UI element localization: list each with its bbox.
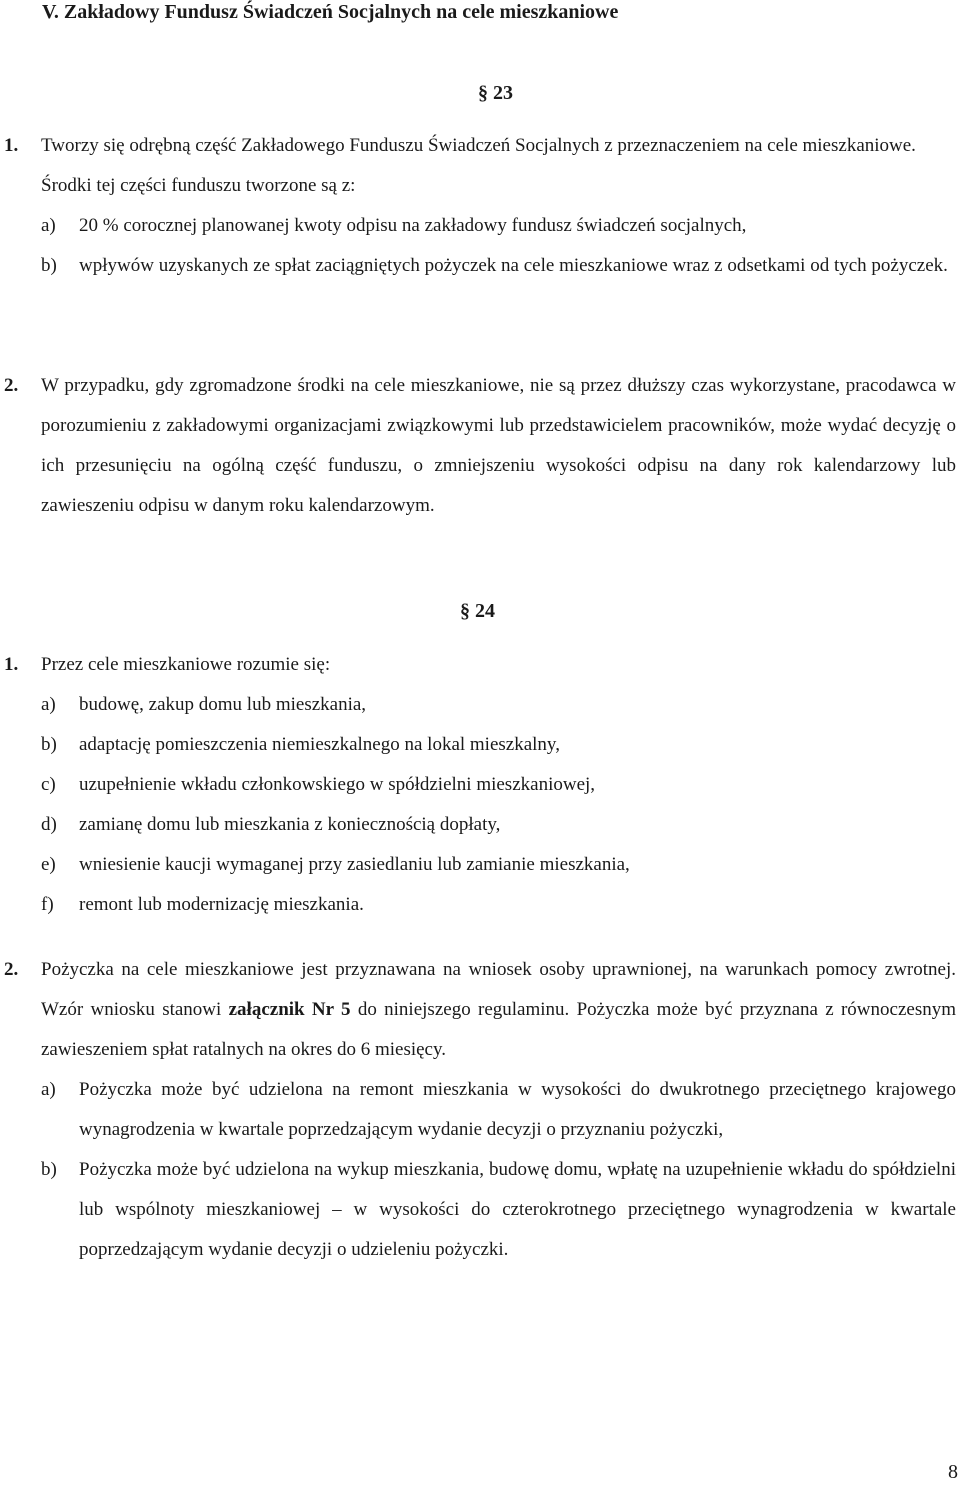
list-item bbox=[0, 805, 958, 845]
paragraph-text-part: Pożyczka na cele mieszkaniowe jest przyznawana na wniosek osoby uprawnionej, na warunkach pomocy zwrotnej. Wzór wniosku stanowi bbox=[41, 959, 956, 1020]
page-number: 8 bbox=[948, 1461, 958, 1483]
paragraph-number: 1. bbox=[4, 654, 19, 675]
list-item-text: uzupełnienie wkładu członkowskiego w spółdzielni mieszkaniowej, bbox=[79, 774, 596, 795]
paragraph-text-part: do niniejszego regulaminu. Pożyczka może być przyznana z równoczesnym zawieszeniem spłat ratalnych na okres do 6 miesięcy. bbox=[41, 999, 956, 1060]
list-item-text: remont lub modernizację mieszkania. bbox=[79, 894, 364, 915]
list-item-text: adaptację pomieszczenia niemieszkalnego na lokal mieszkalny, bbox=[79, 734, 560, 755]
paragraph-text: Przez cele mieszkaniowe rozumie się: bbox=[41, 654, 331, 675]
section-24-paragraph-2 bbox=[0, 950, 958, 1270]
paragraph-number: 2. bbox=[4, 375, 19, 396]
list-item-text: Pożyczka może być udzielona na remont mieszkania w wysokości do dwukrotnego przeciętnego krajowego wynagrodzenia w kwartale poprzedzającym wydanie decyzji o przyznaniu pożyczki, bbox=[79, 1079, 956, 1140]
list-item-label: b) bbox=[41, 734, 57, 755]
paragraph-text: W przypadku, gdy zgromadzone środki na cele mieszkaniowe, nie są przez dłuższy czas wykorzystane, pracodawca w porozumieniu z zakładowymi organizacjami związkowymi lub przedstawicielem pracowników, może wydać decyzję o ich przesunięciu na ogólną część funduszu, o zmniejszeniu wysokości odpisu na dany rok kalendarzowy lub zawieszeniu odpisu w danym roku kalendarzowym. bbox=[41, 375, 956, 516]
list-item bbox=[0, 685, 958, 725]
paragraph-number: 2. bbox=[4, 959, 19, 980]
list-item bbox=[0, 765, 958, 805]
sources-intro: Środki tej części funduszu tworzone są z: bbox=[41, 175, 356, 196]
list-item-text: Pożyczka może być udzielona na wykup mieszkania, budowę domu, wpłatę na uzupełnienie wkładu do spółdzielni lub wspólnoty mieszkaniowej – w wysokości do czterokrotnego przeciętnego wynagrodzenia w kwartale poprzedzającym wydanie decyzji o udzieleniu pożyczki. bbox=[79, 1159, 956, 1260]
section-23-paragraph-1 bbox=[0, 126, 958, 286]
list-item-label: a) bbox=[41, 1079, 56, 1100]
list-item-label: e) bbox=[41, 854, 56, 875]
list-item-text: wpływów uzyskanych ze spłat zaciągniętych pożyczek na cele mieszkaniowe wraz z odsetkami od tych pożyczek. bbox=[79, 255, 948, 276]
list-item bbox=[0, 845, 958, 885]
list-item bbox=[0, 1070, 958, 1150]
section-23-mark: § 23 bbox=[478, 82, 513, 104]
list-item-label: b) bbox=[41, 1159, 57, 1180]
list-item-label: f) bbox=[41, 894, 54, 915]
list-item-label: c) bbox=[41, 774, 56, 795]
list-item-text: budowę, zakup domu lub mieszkania, bbox=[79, 694, 367, 715]
list-item-text: 20 % corocznej planowanej kwoty odpisu na zakładowy fundusz świadczeń socjalnych, bbox=[79, 215, 747, 236]
list-item-label: a) bbox=[41, 215, 56, 236]
section-24-paragraph-1 bbox=[0, 645, 958, 925]
list-item bbox=[0, 885, 958, 925]
list-item-text: zamianę domu lub mieszkania z koniecznością dopłaty, bbox=[79, 814, 501, 835]
list-item bbox=[0, 725, 958, 765]
attachment-reference: załącznik Nr 5 bbox=[228, 999, 351, 1020]
section-24-mark: § 24 bbox=[460, 600, 495, 622]
section-23-paragraph-2 bbox=[0, 366, 958, 526]
paragraph-text bbox=[41, 950, 958, 1070]
list-item bbox=[0, 1150, 958, 1270]
paragraph-text: Tworzy się odrębną część Zakładowego Funduszu Świadczeń Socjalnych z przeznaczeniem na cele mieszkaniowe. bbox=[41, 135, 916, 156]
list-item-label: d) bbox=[41, 814, 57, 835]
list-item-label: a) bbox=[41, 694, 56, 715]
list-item bbox=[0, 206, 958, 246]
list-item-label: b) bbox=[41, 255, 57, 276]
list-item bbox=[0, 246, 958, 286]
list-item-text: wniesienie kaucji wymaganej przy zasiedlaniu lub zamianie mieszkania, bbox=[79, 854, 630, 875]
chapter-heading: V. Zakładowy Fundusz Świadczeń Socjalnych na cele mieszkaniowe bbox=[42, 1, 619, 23]
paragraph-number: 1. bbox=[4, 135, 19, 156]
